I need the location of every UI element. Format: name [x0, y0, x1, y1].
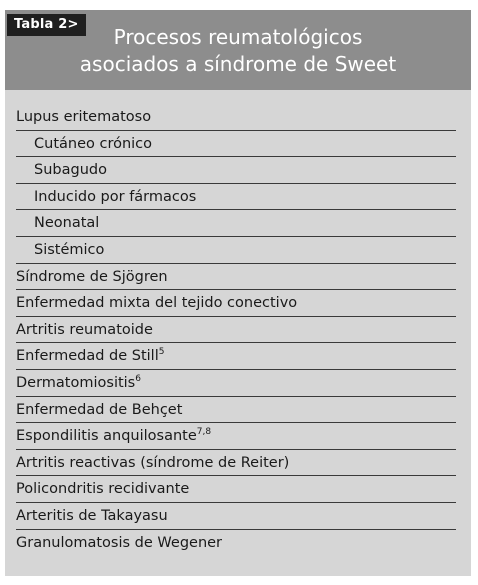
footnote-ref: 7,8 — [196, 427, 212, 438]
table-title-line-2: asociados a síndrome de Sweet — [79, 52, 397, 76]
table-row: Enfermedad de Behçet — [16, 397, 456, 424]
table-row: Enfermedad mixta del tejido conectivo — [16, 290, 456, 317]
table-row: Granulomatosis de Wegener — [16, 534, 223, 551]
table-row: Cutáneo crónico — [16, 131, 456, 158]
table-row: Subagudo — [16, 157, 456, 184]
table-row: Sistémico — [16, 237, 456, 264]
footnote-ref: 6 — [135, 373, 141, 384]
footnote-ref: 5 — [158, 347, 165, 358]
table-row: Neonatal — [16, 210, 456, 237]
table-row: Enfermedad de Still$^5$ — [16, 343, 456, 370]
table-row: Dermatomiositis$^6$ — [16, 370, 456, 397]
table-row: Arteritis de Takayasu — [16, 503, 456, 530]
table-row: Espondilitis anquilosante$^{7,8}$ — [16, 423, 456, 450]
table-header — [5, 10, 471, 90]
table-row: Policondritis recidivante — [16, 476, 456, 503]
table-row: Inducido por fármacos — [16, 184, 456, 211]
table — [5, 10, 471, 576]
table-row: Artritis reumatoide — [16, 317, 456, 344]
table-row: Síndrome de Sjögren — [16, 264, 456, 291]
table-row: Artritis reactivas (síndrome de Reiter) — [16, 450, 456, 477]
table-tag: Tabla 2> — [7, 14, 86, 36]
table-title-line-1: Procesos reumatológicos — [113, 25, 363, 49]
table-row: Lupus eritematoso — [16, 104, 456, 131]
table-title — [5, 24, 471, 78]
table-rows — [16, 104, 456, 556]
